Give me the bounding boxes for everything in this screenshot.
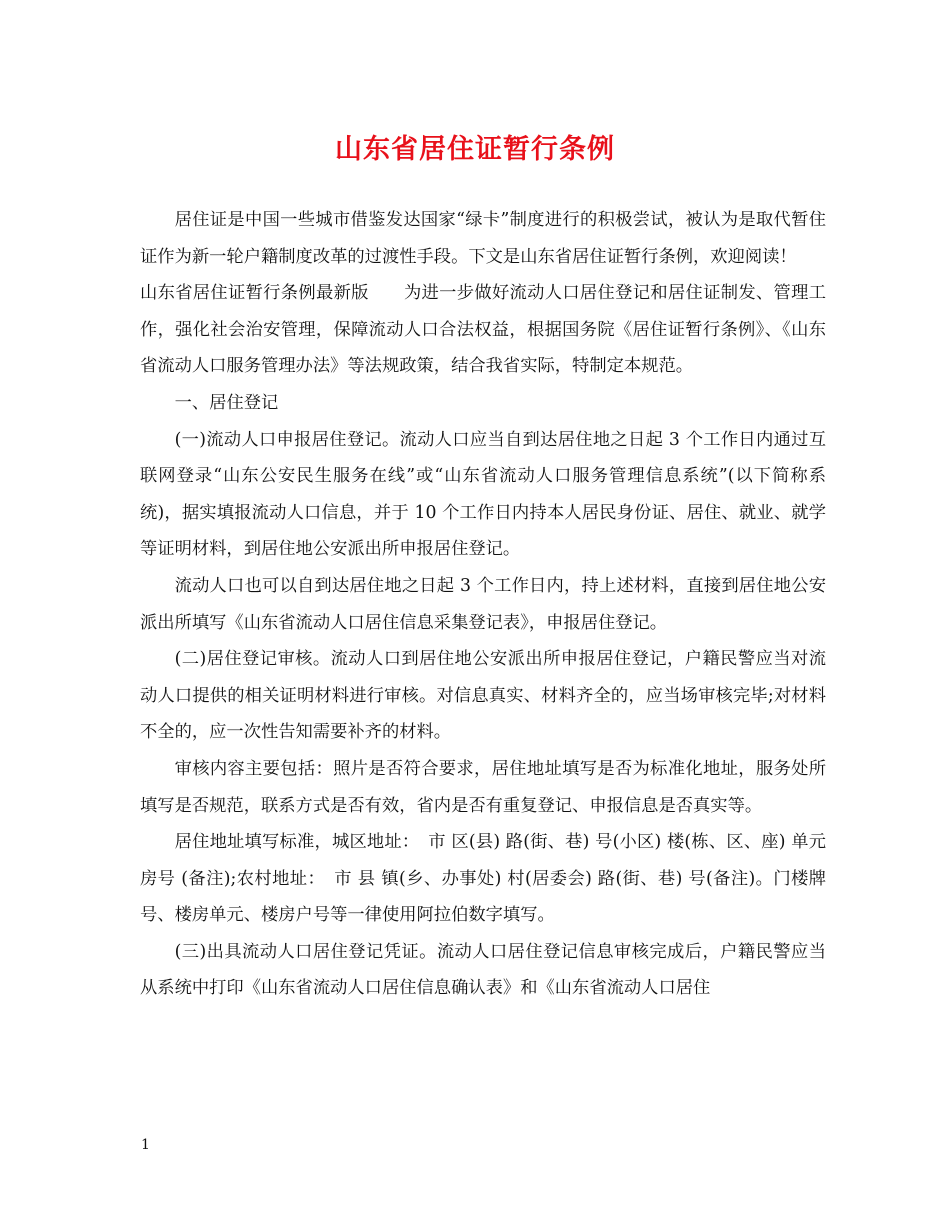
section-heading: 一、居住登记 bbox=[174, 392, 279, 413]
paragraph-review-content: 审核内容主要包括：照片是否符合要求，居住地址填写是否为标准化地址，服务处所填写是否规范，联系方式是否有效，省内是否有重复登记、申报信息是否真实等。 bbox=[140, 758, 826, 816]
paragraph-preamble: 山东省居住证暂行条例最新版 为进一步做好流动人口居住登记和居住证制发、管理工作，强化社会治安管理，保障流动人口合法权益，根据国务院《居住证暂行条例》、《山东省流动人口服务管理办法》等法规政策，结合我省实际，特制定本规范。 bbox=[140, 283, 826, 377]
document-title: 山东省居住证暂行条例 bbox=[335, 134, 615, 165]
page-number: 1 bbox=[141, 1137, 150, 1153]
paragraph-item-1-alt: 流动人口也可以自到达居住地之日起 3 个工作日内，持上述材料，直接到居住地公安派出所填写《山东省流动人口居住信息采集登记表》，申报居住登记。 bbox=[140, 575, 826, 633]
paragraph-intro: 居住证是中国一些城市借鉴发达国家“绿卡”制度进行的积极尝试，被认为是取代暂住证作为新一轮户籍制度改革的过渡性手段。下文是山东省居住证暂行条例，欢迎阅读！ bbox=[140, 210, 826, 267]
document-body bbox=[140, 202, 826, 1007]
paragraph-address-standard: 居住地址填写标准，城区地址： 市 区(县) 路(街、巷) 号(小区) 楼(栋、区、座) 单元 房号 (备注);农村地址： 市 县 镇(乡、办事处) 村(居委会) 路(街、巷) 号(备注)。门楼牌号、楼房单元、楼房户号等一律使用阿拉伯数字填写。 bbox=[140, 832, 826, 926]
paragraph-item-3: (三)出具流动人口居住登记凭证。流动人口居住登记信息审核完成后，户籍民警应当从系统中打印《山东省流动人口居住信息确认表》和《山东省流动人口居住 bbox=[140, 941, 826, 999]
paragraph-item-1: (一)流动人口申报居住登记。流动人口应当自到达居住地之日起 3 个工作日内通过互联网登录“山东公安民生服务在线”或“山东省流动人口服务管理信息系统”(以下简称系统)，据实填报流动人口信息，并于 10 个工作日内持本人居民身份证、居住、就业、就学等证明材料，到居住地公安派出所申报居住登记。 bbox=[140, 429, 826, 560]
paragraph-item-2: (二)居住登记审核。流动人口到居住地公安派出所申报居住登记，户籍民警应当对流动人口提供的相关证明材料进行审核。对信息真实、材料齐全的，应当场审核完毕;对材料不全的，应一次性告知需要补齐的材料。 bbox=[140, 649, 826, 743]
